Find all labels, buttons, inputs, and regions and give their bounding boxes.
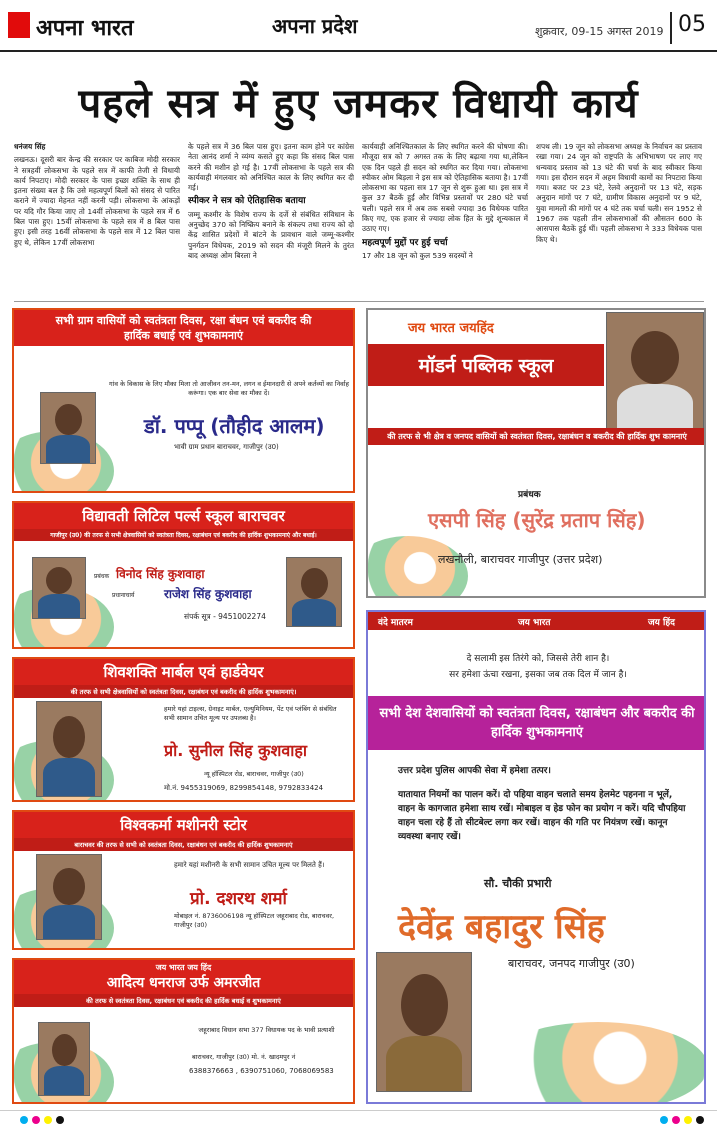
article-text: 17 और 18 जून को कुल 539 सदस्यों ने — [362, 250, 473, 260]
ad-heading-2: हार्दिक बधाई एवं शुभकामनाएं — [14, 328, 353, 346]
yellow-dot — [684, 1116, 692, 1124]
article-text: शपथ ली। 19 जून को लोकसभा अध्यक्ष के निर्वाचन का प्रस्ताव रखा गया। 24 जून को राष्ट्रपति के अभिभाषण पर लाए गए धन्यवाद प्रस्ताव को 13 घंटे की चर्चा के बाद स्वीकार किया गया। इस दौरान सदन में अहम विधायी कामों का निपटारा किया गया। बजट पर 23 घंटे, रेलवे अनुदानों पर 13 घंटे, सड़क अनुदान मांगों पर 7 घंटे, ग्रामीण विकास अनुदानों पर 9 घंटे, युवा मामलों की मांगों पर 4 घंटे तक चर्चा चली। सन 1952 से 1967 तक पहली तीन लोकसभाओं की औसतन 600 के आसपास बैठकें हुई थीं। पहली लोकसभा ने 333 विधेयक पास किए थे। — [536, 142, 702, 244]
owner-photo — [36, 701, 102, 797]
ad-line: उत्तर प्रदेश पुलिस आपकी सेवा में हमेशा तत्पर। — [398, 766, 551, 776]
ad-police-chowki — [366, 610, 706, 1104]
article-column-4 — [536, 142, 702, 292]
ad-shivshakti-marble — [12, 657, 355, 802]
ad-description: हमारे यहां टाइल्स, ग्रेनाइट मार्बल, एल्युमिनियम, पेंट एवं प्लंबिंग से संबंधित सभी सामान उचित मूल्य पर उपलब्ध है। — [164, 705, 337, 722]
section-title: अपना प्रदेश — [272, 14, 358, 38]
slogan-2: जय भारत — [518, 618, 551, 628]
cyan-dot — [20, 1116, 28, 1124]
article-text: कार्यवाही अनिश्चितकाल के लिए स्थगित करने की घोषणा की। मौजूदा सत्र को 7 अगस्त तक के लिए बढ़ाया गया था,लेकिन एक दिन पहले ही सदन को स्थगित कर दिया गया। लोकसभा स्पीकर ओम बिड़ला ने इस सत्र को ऐतिहासिक बताया है। 17वीं लोकसभा का पहला सत्र 17 जून से शुरू हुआ था। इस सत्र में कुल 37 बैठकें हुईं और विभिन्न प्रस्तावों पर 280 घंटे चर्चा चली। पहले सत्र में अब तक सबसे ज्यादा 36 विधेयक पारित किए गए, एक हजार से ज्यादा लोक हित के मुद्दे शून्यकाल में उठाए गए। — [362, 142, 528, 234]
ad-name: डॉ. पप्पू (तौहीद आलम) — [144, 414, 325, 438]
ad-heading: विद्यावती लिटिल पर्ल्स स्कूल बाराचवर — [14, 503, 353, 529]
manager-photo — [32, 557, 86, 619]
candidate-photo — [38, 1022, 90, 1096]
article-text: लखनऊ। दूसरी बार केन्द्र की सरकार पर काबिज मोदी सरकार ने सत्रहवीं लोकसभा के पहले सत्र में काफी तेजी से विधायी कार्य निपटाए। मोदी सरकार के पास इच्छा शक्ति के साथ ही इतना संख्या बल है कि उसे महत्वपूर्ण बिलों को संसद से पारित कराने में ज्यादा मेहनत नहीं करनी पड़ी। लोकसभा के आंकड़ों पर यदि गौर किया जाए तो 14वीं लोकसभा के पहले सत्र में 6 बिल पास हुए। 15वीं लोकसभा के पहले सत्र में 8 बिल पास हुए। इसी तरह 16वीं लोकसभा के पहले सत्र में 12 बिल पास हुए थे, लेकिन 17वीं लोकसभा — [14, 155, 180, 247]
role-label: प्रधानाचार्य — [112, 592, 135, 599]
address: बाराचवर, गाजीपुर (उ0) मो. नं. खादमपुर नं — [192, 1053, 296, 1061]
phone: 6388376663 , 6390751060, 7068069583 — [189, 1067, 334, 1075]
role-label: प्रबंधक — [518, 490, 541, 500]
article-column-3 — [362, 142, 528, 292]
slogan-1: वंदे मातरम — [378, 618, 413, 628]
article-text: के पहले सत्र में 36 बिल पास हुए। इतना काम होने पर कांग्रेस नेता आनंद शर्मा ने व्यंग्य कसते हुए कहा कि संसद बिल पास करने की मशीन हो गई है। 17वीं लोकसभा के पहले सत्र की कार्यवाही मंगलवार को अनिश्चित काल के लिए स्थगित कर दी गई। — [188, 142, 354, 193]
ad-description: यातायात नियमों का पालन करें। दो पहिया वाहन चलाते समय हेलमेट पहनना न भूलें, वाहन के कागजात हमेशा साथ रखें। मोबाइल व हेड फोन का प्रयोग न करें। यदि चौपहिया वाहन चला रहे हैं तो सीटबेल्ट लगा कर रखें। वाहन की गति पर नियंत्रण रखें। कानून व्यवस्था बनाए रखें। — [398, 790, 686, 842]
ad-subheading: गाजीपुर (उ0) की तरफ से सभी क्षेत्रवासियों को स्वतंत्रता दिवस, रक्षाबंधन एवं बकरीद की हार्दिक शुभकामनाएं और बधाई। — [14, 529, 353, 541]
ad-subheading: की तरफ से स्वतंत्रता दिवस, रक्षाबंधन एवं बकरीद की हार्दिक बधाई व शुभकामनाएं — [14, 994, 353, 1007]
address: लखनौली, बाराचवर गाजीपुर (उत्तर प्रदेश) — [438, 553, 603, 566]
article-text: जम्मू कश्मीर के विशेष राज्य के दर्जे से संबंधित संविधान के अनुच्छेद 370 को निष्क्रिय बनाने के संकल्प तथा राज्य को दो केंद्र शासित प्रदेशों में बांटने के प्रावधान वाले जम्मू-कश्मीर पुनर्गठन विधेयक, 2019 को सदन की मंजूरी मिलने के तुरंत बाद अध्यक्ष ओम बिरला ने — [188, 209, 354, 260]
page-header — [0, 0, 717, 52]
article-column-1 — [14, 142, 180, 292]
ad-name: प्रो. सुनील सिंह कुशवाहा — [164, 741, 308, 760]
ad-heading: मॉडर्न पब्लिक स्कूल — [368, 344, 604, 386]
slogan-3: जय हिंद — [648, 618, 675, 628]
ad-description: जहूराबाद विधान सभा 377 विधायक पद के भावी प्रत्याशी — [198, 1026, 335, 1034]
ad-school-vidyawati — [12, 501, 355, 649]
article-column-2 — [188, 142, 354, 292]
ad-quote: गांव के विकास के लिए मौका मिला तो आजीवन तन-मन, लगन व ईमानदारी से अपने कर्तव्यों का निर्वाह करूंगा। एक बार सेवा का मौका दें। — [109, 380, 349, 397]
tricolor-decoration — [366, 536, 468, 598]
magenta-dot — [672, 1116, 680, 1124]
address: बाराचवर, जनपद गाजीपुर (उ0) — [508, 957, 635, 970]
print-color-strip — [0, 1110, 717, 1130]
poem-line: दे सलामी इस तिरंगे को, जिससे तेरी शान है। — [466, 654, 610, 664]
ad-heading: सभी देश देशवासियों को स्वतंत्रता दिवस, रक्षाबंधन और बकरीद की हार्दिक शुभकामनाएं — [368, 696, 706, 750]
ad-heading: विश्वकर्मा मशीनरी स्टोर — [14, 812, 353, 838]
cyan-dot — [660, 1116, 668, 1124]
ad-name: प्रो. दशरथ शर्मा — [190, 889, 287, 909]
contact: संपर्क सूत्र - 9451002274 — [184, 612, 266, 621]
divider — [14, 301, 704, 302]
ad-name: एसपी सिंह (सुरेंद्र प्रताप सिंह) — [428, 508, 646, 532]
page-title: पहले सत्र में हुए जमकर विधायी कार्य — [78, 81, 639, 127]
ad-aditya-dhanraj — [12, 958, 355, 1104]
ad-name: विनोद सिंह कुशवाहा — [116, 567, 205, 581]
ad-subheading: की तरफ से भी क्षेत्र व जनपद वासियों को स्वतंत्रता दिवस, रक्षाबंधन व बकरीद की हार्दिक शुभ कामनाएं — [368, 428, 706, 445]
ad-subheading: बाराचवर की तरफ से सभी को स्वतंत्रता दिवस, रक्षाबंधन एवं बकरीद की हार्दिक शुभकामनाएं — [14, 838, 353, 851]
owner-photo — [36, 854, 102, 940]
article-body — [14, 142, 704, 292]
black-dot — [696, 1116, 704, 1124]
role-label: सौ. चौकी प्रभारी — [484, 877, 552, 890]
ad-modern-public-school — [366, 308, 706, 598]
address: न्यू हॉस्पिटल रोड, बाराचवर, गाजीपुर (उ0) — [204, 770, 304, 778]
principal-photo — [286, 557, 342, 627]
magenta-dot — [32, 1116, 40, 1124]
ad-name: देवेंद्र बहादुर सिंह — [398, 907, 605, 947]
ad-heading: सभी ग्राम वासियों को स्वतंत्रता दिवस, रक्षा बंधन एवं बकरीद की — [14, 310, 353, 328]
ad-heading: आदित्य धनराज उर्फ अमरजीत — [14, 973, 353, 994]
ad-gram-pradhan — [12, 308, 355, 493]
ad-subheading: की तरफ से सभी क्षेत्रवासियों को स्वतंत्रता दिवस, रक्षाबंधन एवं बकरीद की हार्दिक शुभकामनाएं। — [14, 685, 353, 698]
phone: मो.नं. 9455319069, 8299854148, 9792833424 — [164, 784, 324, 792]
candidate-photo — [40, 392, 96, 464]
ad-top-slogan: जय भारत जय हिंद — [14, 960, 353, 973]
manager-photo — [606, 312, 704, 432]
ad-vishwakarma-machinery — [12, 810, 355, 950]
black-dot — [56, 1116, 64, 1124]
page-number: 05 — [670, 12, 706, 44]
poem-line: सर हमेशा ऊंचा रखना, इसका जब तक दिल में जान है। — [449, 670, 627, 680]
ad-role: भावी ग्राम प्रधान बाराचवर, गाजीपुर (उ0) — [174, 443, 279, 451]
ad-name: राजेश सिंह कुशवाहा — [164, 587, 252, 601]
brand-logo-mark — [8, 12, 30, 38]
ad-heading: शिवशक्ति मार्बल एवं हार्डवेयर — [14, 659, 353, 685]
subheading: महत्वपूर्ण मुद्दों पर हुई चर्चा — [362, 237, 448, 248]
address: मोबाइल नं. 8736006198 न्यू हॉस्पिटल जहूराबाद रोड, बाराचवर, गाजीपुर (उ0) — [174, 912, 335, 929]
brand-name: अपना भारत — [36, 15, 134, 41]
role-label: प्रबंधक — [94, 573, 110, 580]
subheading: स्पीकर ने सत्र को ऐतिहासिक बताया — [188, 196, 306, 207]
officer-photo — [376, 952, 472, 1092]
ad-top-slogan: जय भारत जयहिंद — [408, 321, 494, 336]
issue-date: शुक्रवार, 09-15 अगस्त 2019 — [535, 25, 664, 38]
byline: धनंजय सिंह — [14, 142, 46, 151]
ad-description: हमारे यहां मशीनरी के सभी सामान उचित मूल्य पर मिलते हैं। — [174, 861, 325, 869]
yellow-dot — [44, 1116, 52, 1124]
tricolor-decoration — [488, 1022, 706, 1104]
